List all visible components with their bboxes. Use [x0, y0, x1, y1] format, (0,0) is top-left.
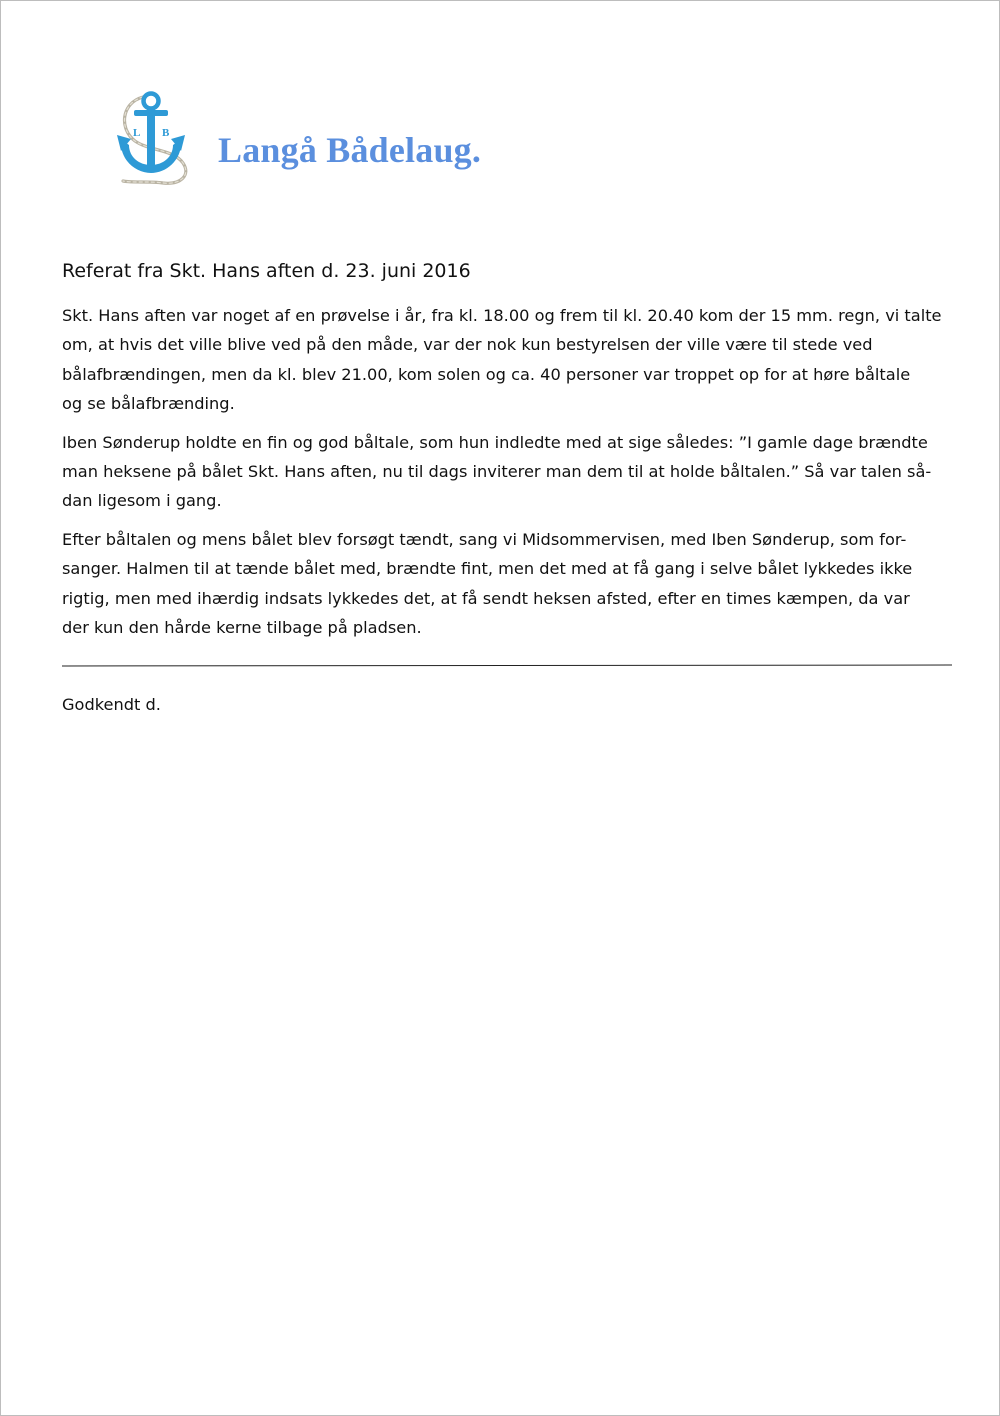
approved-label: Godkendt d. [62, 695, 161, 714]
paragraph-2 [62, 428, 942, 516]
paragraph-line: bålafbrændingen, men da kl. blev 21.00, kom solen og ca. 40 personer var troppet op for at høre båltale [62, 364, 911, 384]
paragraph-3 [62, 525, 942, 643]
paragraph-line: der kun den hårde kerne tilbage på pladsen. [62, 618, 422, 638]
document-body [62, 301, 942, 651]
paragraph-line: Iben Sønderup holdte en fin og god båltale, som hun indledte med at sige således: ”I gamle dage brændte [62, 432, 928, 452]
paragraph-1 [62, 301, 942, 419]
paragraph-line: om, at hvis det ville blive ved på den måde, var der nok kun bestyrelsen der ville være til stede ved [62, 335, 873, 355]
anchor-logo-icon [113, 89, 201, 189]
paragraph-line: Efter båltalen og mens bålet blev forsøgt tændt, sang vi Midsommervisen, med Iben Sønderup, som for- [62, 529, 907, 549]
organization-name: Langå Bådelaug. [218, 130, 482, 170]
paragraph-line: rigtig, men med ihærdig indsats lykkedes det, at få sendt heksen afsted, efter en times kæmpen, da var [62, 588, 910, 608]
logo-initial-b: B [162, 127, 170, 139]
paragraph-line: dan ligesom i gang. [62, 491, 222, 511]
anchor-icon [113, 89, 201, 189]
paragraph-line: og se bålafbrænding. [62, 394, 235, 414]
document-title: Referat fra Skt. Hans aften d. 23. juni 2016 [62, 260, 471, 282]
paragraph-line: man heksene på bålet Skt. Hans aften, nu til dags inviterer man dem til at holde båltalen.” Så var talen så- [62, 462, 932, 482]
logo-initial-l: L [133, 127, 141, 139]
paragraph-line: Skt. Hans aften var noget af en prøvelse i år, fra kl. 18.00 og frem til kl. 20.40 kom der 15 mm. regn, vi talte [62, 306, 942, 325]
paragraph-line: sanger. Halmen til at tænde bålet med, brændte fint, men det med at få gang i selve bålet lykkedes ikke [62, 559, 913, 579]
horizontal-divider [62, 665, 952, 667]
